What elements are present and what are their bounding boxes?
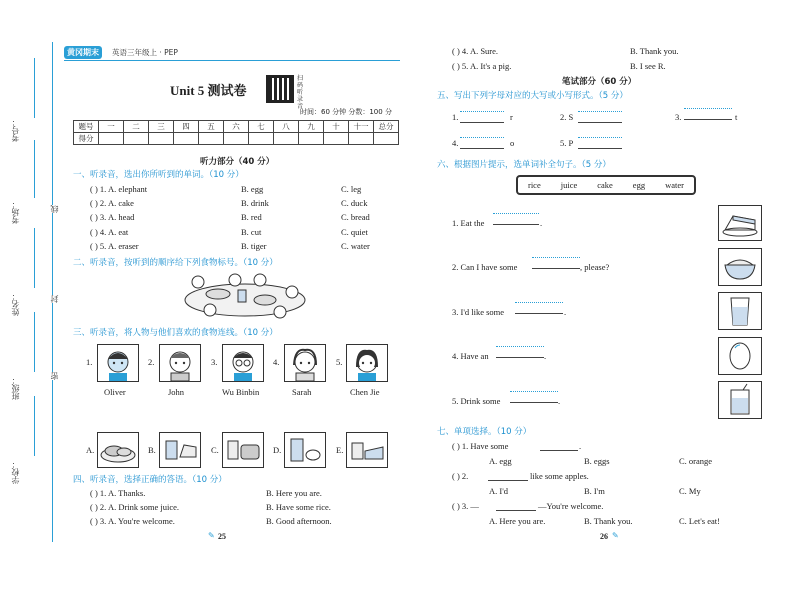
bread-plate-icon [98, 433, 138, 467]
letter-item-number: 1. [452, 112, 459, 122]
q-option-b: B. egg [241, 184, 264, 194]
written-title: 笔试部分（60 分） [562, 77, 637, 87]
score-cell: 一 [99, 121, 124, 133]
margin-line-top [52, 42, 53, 542]
person-name: Oliver [104, 387, 126, 397]
score-cell: 九 [299, 121, 324, 133]
water-picture [718, 292, 762, 330]
q-option: B. Thank you. [584, 516, 633, 526]
q-option-c: C. bread [341, 212, 370, 222]
person-name: Chen Jie [350, 387, 380, 397]
q-text: ( ) 4. A. eat [90, 227, 129, 237]
name-label: 姓名： [11, 292, 20, 316]
section-3-title: 三、听录音，将人物与他们喜欢的食物连线。（10 分） [73, 328, 278, 338]
q-text: ( ) 2. A. cake [90, 198, 134, 208]
q-text-tail: like some apples. [530, 471, 589, 481]
q-text: ( ) 5. A. It's a pig. [452, 61, 512, 71]
sentence-prefix: 5. Drink some [452, 396, 501, 406]
egg-icon [719, 338, 761, 374]
person-number: 2. [148, 357, 155, 367]
person-name: Wu Binbin [222, 387, 260, 397]
q-option-b: B. tiger [241, 241, 267, 251]
sentence-prefix: 4. Have an [452, 351, 489, 361]
score-table [73, 120, 399, 145]
score-entry-row [74, 133, 399, 145]
sentence-suffix: . [544, 351, 547, 361]
sentence-prefix: 3. I'd like some [452, 307, 505, 317]
q-option-c: C. leg [341, 184, 362, 194]
letter-writing-line[interactable] [684, 108, 732, 120]
score-cell: 题号 [74, 121, 99, 133]
word-bank-item: rice [527, 180, 541, 190]
water-glass-icon [719, 293, 761, 329]
score-cell: 十 [324, 121, 349, 133]
answer-line[interactable] [493, 213, 539, 225]
fill-line-1 [34, 58, 35, 118]
seal-seal-char: 封 [50, 295, 59, 303]
page-title: Unit 5 测试卷 [170, 83, 247, 98]
letter-given: t [735, 112, 738, 122]
letter-item-number: 3. [675, 112, 682, 122]
score-input-cell[interactable] [174, 133, 199, 145]
girl-face-icon [347, 345, 387, 381]
food-picture-a [97, 432, 139, 468]
q-option-b: B. Good afternoon. [266, 516, 332, 526]
seal-line-char: 线 [50, 205, 59, 213]
score-input-cell[interactable] [324, 133, 349, 145]
score-input-cell[interactable] [124, 133, 149, 145]
person-number: 5. [336, 357, 343, 367]
score-input-cell[interactable] [274, 133, 299, 145]
juice-picture [718, 381, 762, 419]
food-table-illustration [180, 270, 310, 320]
letter-writing-line[interactable] [460, 111, 504, 123]
q-option: B. I'm [584, 486, 605, 496]
person-picture-chen-jie [346, 344, 388, 382]
q-option-b: B. Have some rice. [266, 502, 331, 512]
q-text: ( ) 3. — [452, 501, 479, 511]
score-cell: 总分 [374, 121, 399, 133]
sentence-suffix: . [564, 307, 567, 317]
grade-label: 英语三年级上 · PEP [112, 48, 178, 57]
q-option: A. egg [489, 456, 512, 466]
girl-face-icon [285, 345, 325, 381]
letter-item-number: 2. S [560, 112, 574, 122]
exam-room-label: 考场： [11, 200, 20, 224]
section-2-title: 二、听录音，按听到的顺序给下列食物标号。（10 分） [73, 258, 278, 268]
q-text: ( ) 1. A. Thanks. [90, 488, 146, 498]
word-bank-item: cake [597, 180, 613, 190]
score-input-cell[interactable] [374, 133, 399, 145]
q-option-b: B. Here you are. [266, 488, 322, 498]
q-option: C. My [679, 486, 701, 496]
answer-blank[interactable] [488, 473, 528, 481]
score-cell: 七 [249, 121, 274, 133]
score-header-row [74, 121, 399, 133]
sentence-suffix: . [558, 396, 561, 406]
answer-blank[interactable] [496, 503, 536, 511]
sentence-prefix: 1. Eat the [452, 218, 485, 228]
boy-glasses-icon [223, 345, 263, 381]
pencil-icon: ✎ [612, 531, 619, 540]
letter-writing-line[interactable] [578, 111, 622, 123]
blank-period: . [579, 441, 582, 451]
food-letter: A. [86, 445, 95, 455]
milk-egg-icon [285, 433, 325, 467]
q-option-b: B. cut [241, 227, 262, 237]
food-picture-b [159, 432, 201, 468]
sandwich-drink-icon [347, 433, 387, 467]
food-picture-e [346, 432, 388, 468]
q-option: A. I'd [489, 486, 509, 496]
q-text-tail: —You're welcome. [538, 501, 604, 511]
letter-given: r [510, 112, 513, 122]
q-option: A. Here you are. [489, 516, 546, 526]
cake-picture [718, 205, 762, 241]
listening-title: 听力部分（40 分） [200, 157, 275, 167]
answer-line[interactable] [515, 302, 563, 314]
q-text: ( ) 3. A. head [90, 212, 135, 222]
person-number: 4. [273, 357, 280, 367]
header-rule-left [64, 60, 400, 61]
score-cell: 二 [124, 121, 149, 133]
juice-cake-icon [160, 433, 200, 467]
q-option-b: B. I see R. [630, 61, 666, 71]
word-bank-item: egg [632, 180, 646, 190]
letter-item-number: 5. P [560, 138, 574, 148]
score-input-cell[interactable] [224, 133, 249, 145]
sentence-suffix: . [540, 218, 543, 228]
person-picture-wu-binbin [222, 344, 264, 382]
section-6-title: 六、根据图片提示，选单词补全句子。（5 分） [437, 160, 611, 170]
exam-number-label: 考号： [11, 118, 20, 142]
answer-line[interactable] [532, 257, 580, 269]
food-letter: E. [336, 445, 344, 455]
section-1-title: 一、听录音，选出你所听到的单词。（10 分） [73, 170, 244, 180]
score-input-cell[interactable] [99, 133, 124, 145]
person-picture-oliver [97, 344, 139, 382]
q-option-b: B. red [241, 212, 262, 222]
q-option-c: C. quiet [341, 227, 368, 237]
egg-picture [718, 337, 762, 375]
sentence-prefix: 2. Can I have some [452, 262, 518, 272]
score-cell: 四 [174, 121, 199, 133]
score-cell: 十一 [349, 121, 374, 133]
letter-writing-line[interactable] [460, 137, 504, 149]
food-picture-d [284, 432, 326, 468]
q-option-b: B. drink [241, 198, 269, 208]
q-text: ( ) 1. Have some [452, 441, 509, 451]
fill-line-4 [34, 312, 35, 372]
rice-bowl-icon [719, 249, 761, 285]
score-cell: 八 [274, 121, 299, 133]
word-bank [516, 175, 696, 195]
letter-writing-line[interactable] [578, 137, 622, 149]
q-text: ( ) 2. [452, 471, 469, 481]
score-input-cell[interactable] [249, 133, 274, 145]
section-5-title: 五、写出下列字母对应的大写或小写形式。（5 分） [437, 91, 628, 101]
person-name: John [168, 387, 185, 397]
section-4-title: 四、听录音，选择正确的答语。（10 分） [73, 475, 227, 485]
person-picture-john [159, 344, 201, 382]
page-number-right: 26 [600, 532, 608, 541]
q-text: ( ) 5. A. eraser [90, 241, 139, 251]
section-7-title: 七、单项选择。（10 分） [437, 427, 532, 437]
person-name: Sarah [292, 387, 312, 397]
letter-given: o [510, 138, 515, 148]
food-letter: B. [148, 445, 156, 455]
juice-box-icon [719, 382, 761, 418]
answer-line[interactable] [510, 391, 558, 403]
class-label: 班级： [11, 376, 20, 400]
fill-line-5 [34, 396, 35, 456]
drink-bread-icon [223, 433, 263, 467]
word-bank-item: juice [560, 180, 578, 190]
food-letter: D. [273, 445, 282, 455]
boy-face-icon [160, 345, 200, 381]
rice-picture [718, 248, 762, 286]
answer-line[interactable] [496, 346, 544, 358]
score-input-cell[interactable] [349, 133, 374, 145]
qr-code [266, 75, 294, 103]
person-picture-sarah [284, 344, 326, 382]
q-option: C. orange [679, 456, 713, 466]
score-input-cell[interactable] [149, 133, 174, 145]
letter-item-number: 4. [452, 138, 459, 148]
q-text: ( ) 1. A. elephant [90, 184, 148, 194]
sentence-suffix: , please? [580, 262, 610, 272]
brand-logo: 黄冈期末 [64, 46, 102, 59]
score-input-cell[interactable] [299, 133, 324, 145]
q-option: B. eggs [584, 456, 610, 466]
q-text: ( ) 3. A. You're welcome. [90, 516, 175, 526]
seal-secret-char: 密 [50, 372, 59, 380]
boy-face-icon [98, 345, 138, 381]
person-number: 1. [86, 357, 93, 367]
qr-label: 扫码听录音 [297, 75, 304, 110]
pencil-icon: ✎ [208, 531, 215, 540]
answer-blank[interactable] [540, 443, 578, 451]
score-input-cell[interactable] [199, 133, 224, 145]
q-option-b: B. Thank you. [630, 46, 679, 56]
food-letter: C. [211, 445, 219, 455]
school-label: 学校： [11, 460, 20, 484]
fill-line-2 [34, 140, 35, 198]
time-score-line: 时间：60 分钟 分数：100 分 [300, 108, 392, 116]
q-option-c: C. duck [341, 198, 368, 208]
q-text: ( ) 2. A. Drink some juice. [90, 502, 179, 512]
page-number-left: 25 [218, 532, 226, 541]
person-number: 3. [211, 357, 218, 367]
score-cell: 得分 [74, 133, 99, 145]
q-option: C. Let's eat! [679, 516, 720, 526]
q-text: ( ) 4. A. Sure. [452, 46, 499, 56]
score-cell: 六 [224, 121, 249, 133]
q-option-c: C. water [341, 241, 370, 251]
fill-line-3 [34, 228, 35, 288]
score-cell: 三 [149, 121, 174, 133]
food-picture-c [222, 432, 264, 468]
score-cell: 五 [199, 121, 224, 133]
cake-icon [719, 206, 761, 240]
word-bank-item: water [665, 180, 684, 190]
